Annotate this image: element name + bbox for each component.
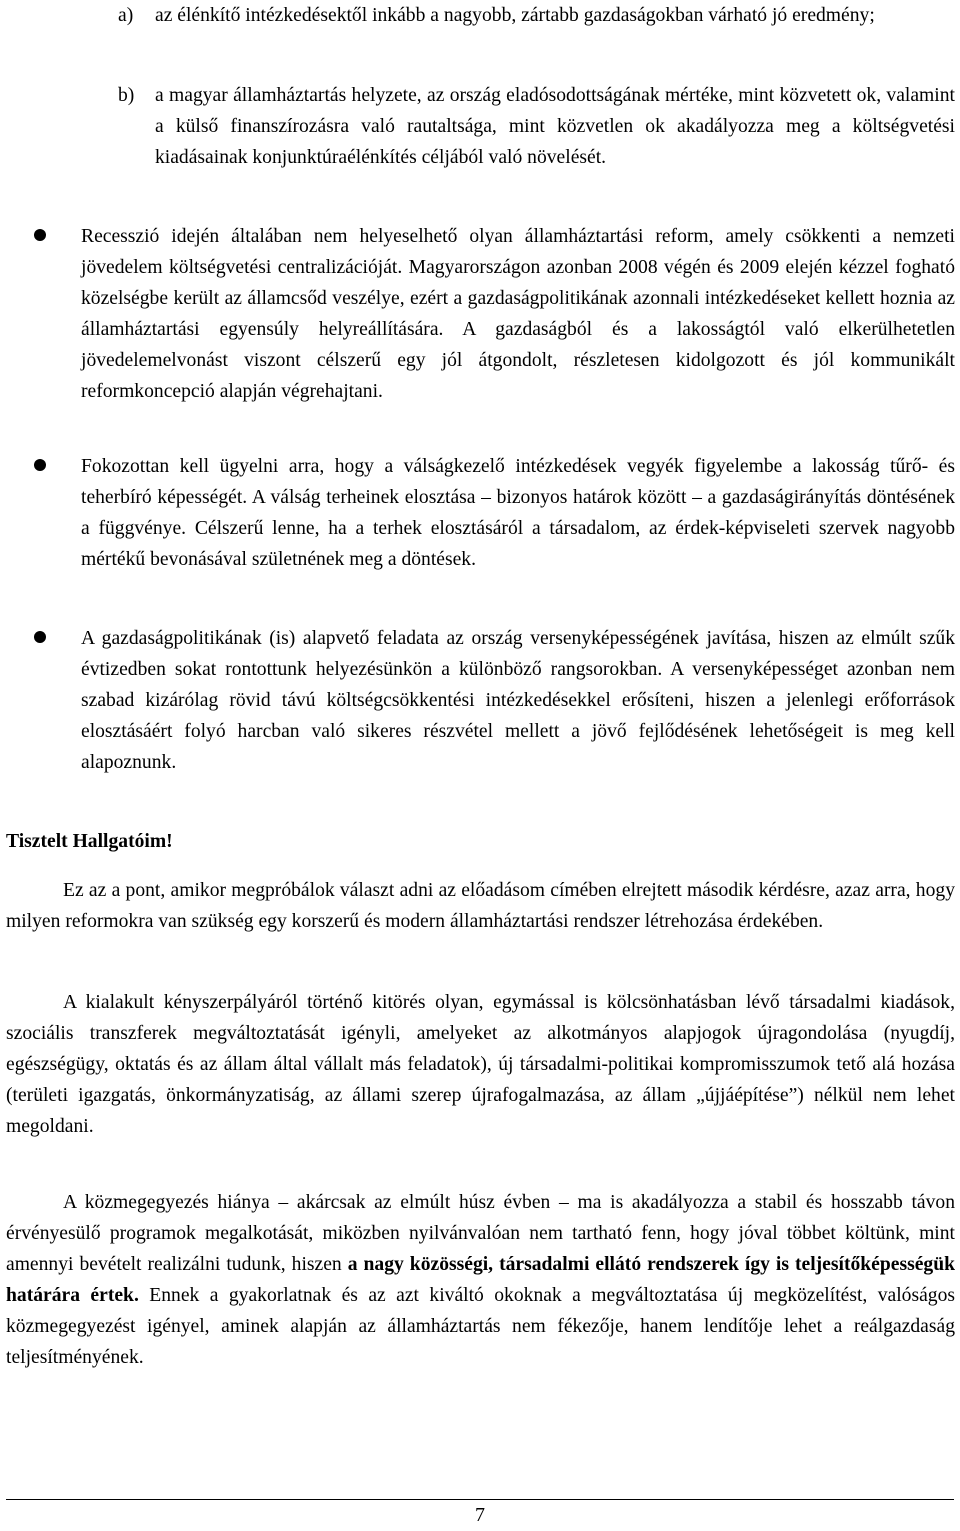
body-paragraph-3 [6,1187,955,1373]
paragraph-3-text-b: Ennek a gyakorlatnak és az azt kiváltó okoknak a megváltoztatása új megközelítést, valóságos közmegegyezést igényel, aminek alapján az államháztartás nem fékezője, hanem lendítője lehet a reálgazdaság teljesítményének. [6,1285,955,1368]
body-paragraph-1: Ez az a pont, amikor megpróbálok választ adni az előadásom címében elrejtett második kérdésre, azaz arra, hogy milyen reformokra van szükség egy korszerű és modern államháztartási rendszer létrehozása érdekében. [6,880,955,932]
page-number: 7 [475,1504,485,1526]
bullet-item-1: Recesszió idején általában nem helyeselhető olyan államháztartási reform, amely csökkenti a nemzeti jövedelem költségvetési centralizációját. Magyarországon azonban 2008 végén és 2009 elején kézzel fogható közelségbe került az államcsőd veszélye, ezért a gazdaságpolitikának azonnali intézkedéseket kellett hoznia az államháztartási egyensúly helyreállítására. A gazdaságból és a lakosságtól való elkerülhetetlen jövedelemelvonást viszont célszerű egy jól átgondolt, részletesen kidolgozott és jól kommunikált reformkoncepció alapján végrehajtani. [81,226,955,402]
body-paragraph-2: A kialakult kényszerpályáról történő kitörés olyan, egymással is kölcsönhatásban lévő társadalmi kiadások, szociális transzferek megváltoztatását igényli, amelyeket az alkotmányos alapjogok újragondolása (nyugdíj, egészségügy, oktatás és az állam által vállalt más feladatok), új társadalmi-politikai kompromisszumok tető alá hozása (területi igazgatás, önkormányzatiság, az állami szerep újrafogalmazása, az állam „újjáépítése”) nélkül nem lehet megoldani. [6,992,955,1137]
bullet-icon [34,459,46,471]
list-item-b: a magyar államháztartás helyzete, az ország eladósodottságának mértéke, mint közvetett ok, valamint a külső finanszírozásra való rautaltsága, mint közvetlen ok akadályozza meg a költségvetési kiadásainak konjunktúraélénkítés céljából való növelését. [155,85,955,168]
paragraph-3-text-a: A közmegegyezés hiánya – akárcsak az elmúlt húsz évben – ma is akadályozza a stabil és hosszabb távon érvényesülő programok megalkotását, miközben nyilvánvalóan nem tartható fenn, hogy jóval többet költünk, mint amennyi bevételt realizálni tudunk, hiszen [6,1192,955,1275]
list-marker-b: b) [118,85,135,106]
list-marker-a: a) [118,5,134,26]
list-item-a: az élénkítő intézkedésektől inkább a nagyobb, zártabb gazdaságokban várható jó eredmény; [155,5,875,26]
bullet-icon [34,229,46,241]
bullet-item-3: A gazdaságpolitikának (is) alapvető feladata az ország versenyképességének javítása, hiszen az elmúlt szűk évtizedben sokat rontottunk helyezésünkön a különböző rangsorokban. A versenyképességet azonban nem szabad kizárólag rövid távú költségcsökkentési intézkedésekkel erősíteni, hiszen a jelenlegi erőforrások elosztásáért folyó harcban való sikeres részvétel mellett a jövő fejlődésének lehetőségeit is meg kell alapoznunk. [81,628,955,773]
paragraph-3-bold-text: a nagy közösségi, társadalmi ellátó rendszerek így is teljesítőképességük határára értek. [6,1254,955,1306]
section-heading: Tisztelt Hallgatóim! [6,831,173,852]
bullet-icon [34,631,46,643]
bullet-item-2: Fokozottan kell ügyelni arra, hogy a válságkezelő intézkedések vegyék figyelembe a lakosság tűrő- és teherbíró képességét. A válság terheinek elosztása – bizonyos határok között – a gazdaságirányítás döntésének a függvénye. Célszerű lenne, ha a terhek elosztásáról a társadalom, az érdek-képviseleti szervek nagyobb mértékű bevonásával születnének meg a döntések. [81,456,955,570]
